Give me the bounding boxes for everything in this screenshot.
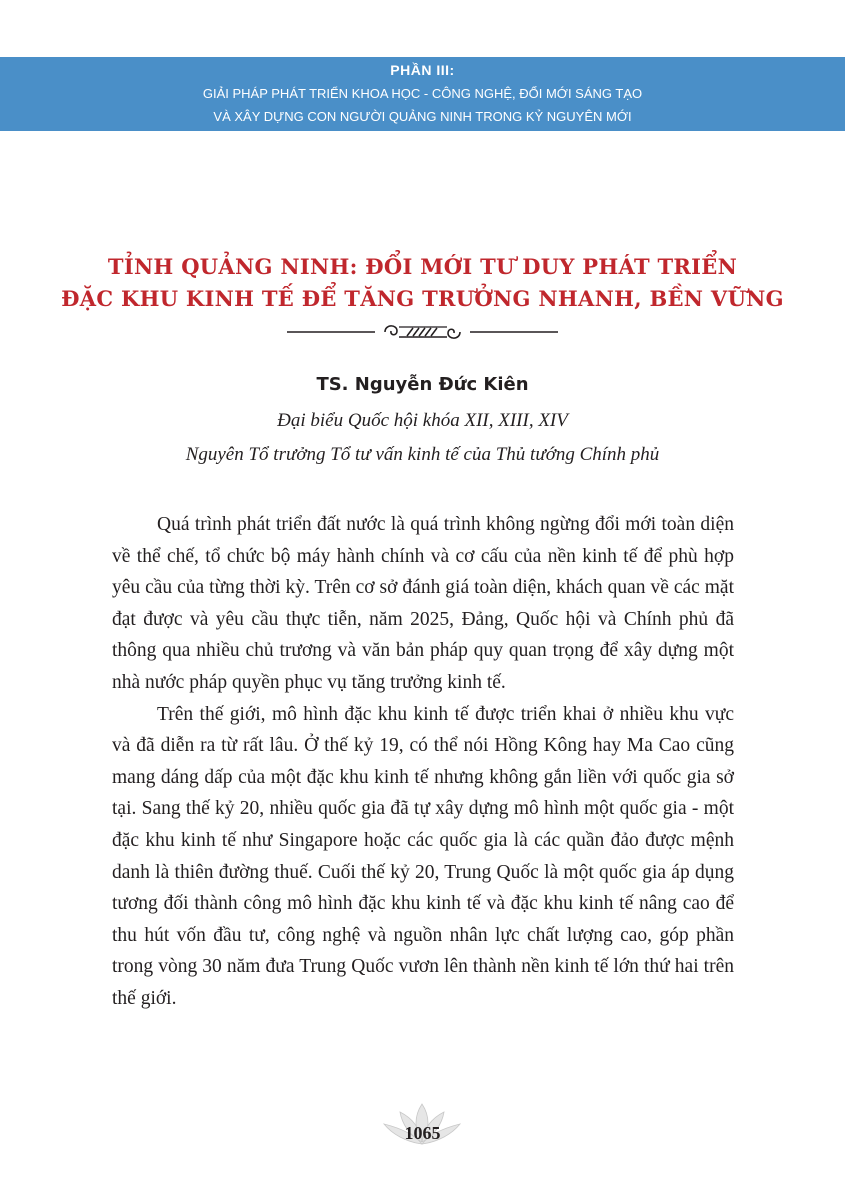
article-title-line-2: ĐẶC KHU KINH TẾ ĐỂ TĂNG TRƯỞNG NHANH, BỀN VỮNG (61, 286, 784, 311)
article-title-line-1: TỈNH QUẢNG NINH: ĐỔI MỚI TƯ DUY PHÁT TRIỂN (107, 254, 738, 279)
paragraph: Quá trình phát triển đất nước là quá trình không ngừng đổi mới toàn diện về thể chế, tổ chức bộ máy hành chính và cơ cấu của nền kinh tế để phù hợp yêu cầu của từng thời kỳ. Trên cơ sở đánh giá toàn diện, khách quan về các mặt đạt được và yêu cầu thực tiễn, năm 2025, Đảng, Quốc hội và Chính phủ đã thông qua nhiều chủ trương và văn bản pháp quy quan trọng để xây dựng một nhà nước pháp quyền phục vụ tăng trưởng kinh tế. (112, 514, 734, 693)
paragraph: Trên thế giới, mô hình đặc khu kinh tế được triển khai ở nhiều khu vực và đã diễn ra từ rất lâu. Ở thế kỷ 19, có thể nói Hồng Kông hay Ma Cao cũng mang dáng dấp của một đặc khu kinh tế nhưng không gắn liền với quốc gia sở tại. Sang thế kỷ 20, nhiều quốc gia đã tự xây dựng mô hình một quốc gia - một đặc khu kinh tế như Singapore hoặc các quốc gia là các quần đảo được mệnh danh là thiên đường thuế. Cuối thế kỷ 20, Trung Quốc là một quốc gia áp dụng tương đối thành công mô hình đặc khu kinh tế và đặc khu kinh tế nâng cao để thu hút vốn đầu tư, công nghệ và nguồn nhân lực chất lượng cao, góp phần trong vòng 30 năm đưa Trung Quốc vươn lên thành nền kinh tế lớn thứ hai trên thế giới. (112, 703, 734, 1009)
author-affiliation-1: Đại biểu Quốc hội khóa XII, XIII, XIV (277, 410, 568, 431)
article-body (112, 509, 734, 1015)
section-header-band (0, 57, 845, 131)
section-title-line-2: VÀ XÂY DỰNG CON NGƯỜI QUẢNG NINH TRONG KỶ NGUYÊN MỚI (213, 109, 632, 124)
page-number: 1065 (404, 1123, 441, 1143)
author-affiliation-2: Nguyên Tổ trưởng Tổ tư vấn kinh tế của Thủ tướng Chính phủ (185, 444, 660, 465)
author-name: TS. Nguyễn Đức Kiên (316, 374, 529, 395)
section-title-line-1: GIẢI PHÁP PHÁT TRIỂN KHOA HỌC - CÔNG NGHỆ, ĐỔI MỚI SÁNG TẠO (202, 86, 643, 101)
divider-ornament-icon (287, 320, 558, 344)
section-part-label: PHẦN III: (390, 62, 455, 78)
